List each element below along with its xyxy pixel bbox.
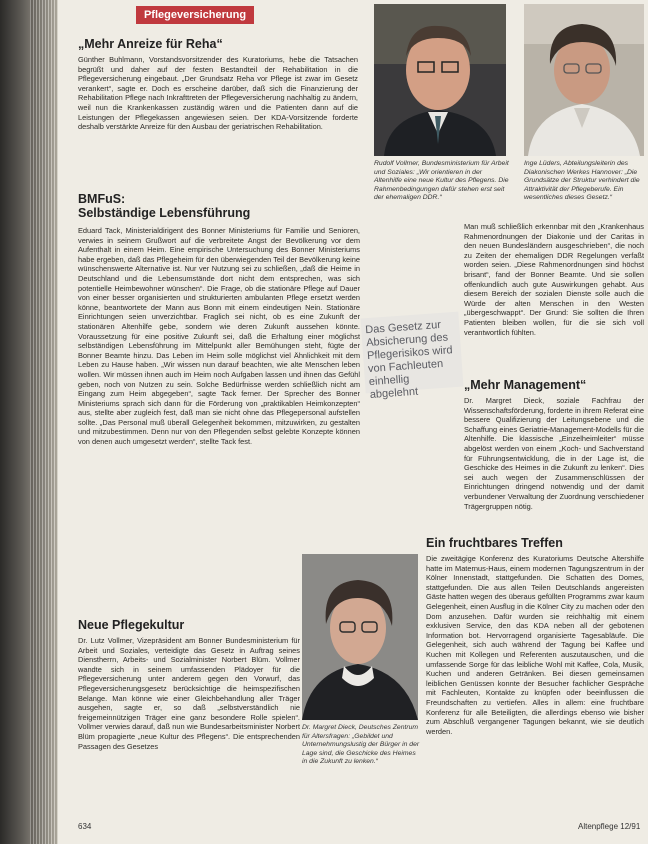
book-spine — [0, 0, 62, 844]
article1-text: Günther Buhlmann, Vorstandsvorsitzender des Kuratoriums, hebe die Tatsachen begrüßt und daher auf der festen Bestandteil der Rehabilitation in die Pflegeversicherung eingebaut. „Der Grundsatz Reha vor Pflege ist zwar im Gesetz verankert“, sagte er. Doch es erscheine darüber, daß sich die Finanzierung der Rehabilitation Pflege nach Inkrafttreten der Pflegeversicherung nachhaltig zu ändern, weil nun die Krankenkassen zuständig wären und die Patienten dann auf die Leistungen der Pflegekassen angewiesen seien. Der KDA-Vorsitzende forderte deshalb verstärkte Anreize für den Ausbau der geriatrischen Rehabilitation. — [78, 55, 358, 132]
page-number: 634 — [78, 822, 92, 831]
portrait-vollmer-illustration — [374, 4, 506, 156]
article5-body — [426, 554, 644, 812]
caption-dieck: Dr. Margret Dieck, Deutsches Zentrum für Altersfragen: „Gebildet und Unternehmungslustig der Bürger in der Lage sind, die Geschicke des Heimes in die Zukunft zu lenken.“ — [302, 724, 420, 766]
article1-title: „Mehr Anreize für Reha“ — [78, 37, 223, 51]
article3-text: Dr. Lutz Vollmer, Vizepräsident am Bonner Bundesministerium für Arbeit und Soziales, verteidigte das Gesetz in Auftrag seines Dienstherrn, Arbeits- und Sozialminister Norbert Blüm. Vollmer wandte sich in seinem umfassenden Plädoyer für die Pflegeversicherung unter anderem gegen den Vorwurf, das Pflegeversicherungsgesetz berücksichtige die heimspezifischen Belange. Man könne wie einer Gleichbehandlung aller Träger ausgehen, sagte er, so daß „selbstverständlich nie freigemeinnützigen Träger eine ganz besondere Rolle spielen“. Vollmer verwies darauf, daß nun wie Bundesarbeitsminister Norbert Blüm propagierte „neue Kultur des Pflegens“. Die entsprechenden Passagen des Gesetzes — [78, 636, 300, 751]
article1-body — [78, 55, 358, 185]
article3-body — [78, 636, 300, 812]
caption-lueders: Inge Lüders, Abteilungsleiterin des Diakonischen Werkes Hannover: „Die Grundsätze der Struktur verhindert die Attraktivität der Pflegeberufe. Ein wesentliches dieses Gesetz.“ — [524, 160, 640, 202]
caption-vollmer: Rudolf Vollmer, Bundesministerium für Arbeit und Soziales: „Wir orientieren in der Altenhilfe eine neue Kultur des Pflegens. Die Rahmenbedingungen dafür stehen erst seit der ehemaligen DDR.“ — [374, 160, 509, 202]
article4-body — [464, 396, 644, 520]
portrait-lueders-illustration — [524, 4, 644, 156]
journal-issue: Altenpflege 12/91 — [578, 822, 641, 831]
page-edges — [30, 0, 60, 844]
col3-intro-body — [464, 222, 644, 366]
article3-title: Neue Pflegekultur — [78, 618, 185, 632]
section-badge: Pflegeversicherung — [136, 6, 254, 24]
pull-quote: Das Gesetz zur Absicherung des Pflegerisikos wird von Fachleuten einhellig abgelehnt — [361, 312, 464, 394]
article5-text: Die zweitägige Konferenz des Kuratoriums Deutsche Altershilfe hatte im Maternus-Haus, einem modernen Tagungszentrum in der Kölner Innenstadt, stattgefunden. Die Schatten des Domes, stattgefunden. Die aus allen Teilen Deutschlands angereisten Gäste hatten wegen des überaus gefüllten Programms zwar kaum Gelegenheit, einen Ausflug in die Kölner City zu machen oder den Dom anzusehen. Dafür wurden sie reichhaltig mit einem exklusiven Service, den das KDA neben all der gebotenen Information bot. Hervorragend organisierte Tagesabläufe. Die Gelegenheit, sich auch während der Tagung bei Kaffee und Kuchen mit Kollegen und Referenten auszutauschen, und die umfassende Sorge für das leibliche Wohl mit Kaffee, Cola, Musik, Kuchen und anderen Getränken. Bei diesen gemeinsamen leiblichen Genüssen konnte der Besucher fachlicher Gespräche mit Fachleuten, Kontakte zu knüpfen oder beeinflussen die Freundschaften zu vertiefen. Alles in allem: eine fruchtbare Konferenz für alle Beteiligten, die allerdings ebenso wie bisher zum Abschluß vergangener Tagungen bekannt, wie sie deutlich werden. — [426, 554, 644, 736]
article2-title — [78, 192, 358, 220]
portrait-dieck-illustration — [302, 554, 418, 720]
photo-lueders — [524, 4, 644, 156]
article2-text: Eduard Tack, Ministerialdirigent des Bonner Ministeriums für Familie und Senioren, verwies in seinem Grußwort auf die verbreitete Angst der Bevölkerung vor dem Aufenthalt in einem Heim. Eine empirische Untersuchung des Bonner Ministeriums habe ergeben, daß das Pflegeheim für den überwiegenden Teil der Bevölkerung keine wünschenswerte Alternative ist. Nur ver Nutzung sei zu schließen, „daß die Heime in Deutschland und die Lebensumstände dort nicht dem entsprechen, was sich potentielle Heimbewohner wünschen“. Die Frage, ob die stationäre Pflege auf Dauer von einer besser organisierten und strukturierten ambulanten Pflege ersetzt werden könne, beantwortete der Mann aus Bonn mit einem eindeutigen Nein. Stationäre Einrichtungen seien unverzichtbar. Fraglich sei nicht, ob es eine Zukunft der stationären Altenhilfe gebe, sondern wie deren Zukunft aussehen könnte. Voraussetzung für eine positive Zukunft sei, daß die Erhaltung einer möglichst selbständigen Lebensführung im Mittelpunkt aller Bemühungen steht, fügte der Bonner Beamte hinzu. Das Leben im Heim solle möglichst viel Ähnlichkeit mit dem Leben zu Hause haben. „Wir wissen nun darauf beachten, wie alte Menschen leben wollen. Wir müssen ihnen auch im Heim noch Aufgaben lassen und ihnen das Gefühl geben, noch von Nutzen zu sein. Solche Bedürfnisse werden schließlich nicht am Eingang zum Heim abgegeben“, sagte Tack ferner. Der Sprecher des Bonner Ministeriums sprach sich dann für die Förderung von „praktikablen Heimkonzepten“ aus, stellte aber zugleich fest, daß man sie nicht ohne das Pflegepersonal aufstellen sollte. „Das Personal muß überall Gelegenheit bekommen, mitzuwirken, zu gestalten und mitzubestimmen. Denn nur von den Pflegenden selbst gelebte Konzepte können von denen auch umgesetzt werden“, stellte Tack fest. — [78, 226, 360, 447]
photo-vollmer — [374, 4, 506, 156]
article2-title-line2: Selbständige Lebensführung — [78, 206, 251, 220]
col3-intro-text: Man muß schließlich erkennbar mit den „Krankenhaus Rahmenordnungen der Diakonie und der Caritas in den neuen Bundesländern ausgeschrieben“, die noch zu Zeiten der ehemaligen DDR Regelungen verfaßt worden seien. „Diese Rahmenordnungen sind höchst brisant“, fand der Bonner Beamte. Und sie sollen offenkundlich auch gute Auswirkungen gehabt. Aus diesem Bereich der sozialen Dienste solle auch die Würde der alten Menschen in den Westen „übergeschwappt“. Der Grund: Sie sollten die Ihren Patienten bleiben wollen, für die sie sich voll verantwortlich fühlten. — [464, 222, 644, 337]
magazine-page — [58, 0, 648, 844]
article2-title-line1: BMFuS: — [78, 192, 126, 206]
article5-title: Ein fruchtbares Treffen — [426, 536, 563, 550]
photo-dieck — [302, 554, 418, 720]
article4-text: Dr. Margret Dieck, soziale Fachfrau der Wissenschaftsförderung, forderte in ihrem Referat eine bessere Qualifizierung der Leitungsebene und die Schaffung eines Geriatrie-Management-Modells für die Altenhilfe. Die klassische „Einzelheimleiter“ müsse abgelöst werden von einem „Koch- und Sachverstand für Führungsentwicklung, die in der Lage ist, die Geschicke des Heimes in die Zukunft zu lenken“. Dies sei auch wegen der Zusammenschlüssen der Einrichtungen dringend notwendig und der damit verbundener Verwaltung der Zuordnung verschiedener Trägergruppen nötig. — [464, 396, 644, 511]
article4-title: „Mehr Management“ — [464, 378, 587, 392]
